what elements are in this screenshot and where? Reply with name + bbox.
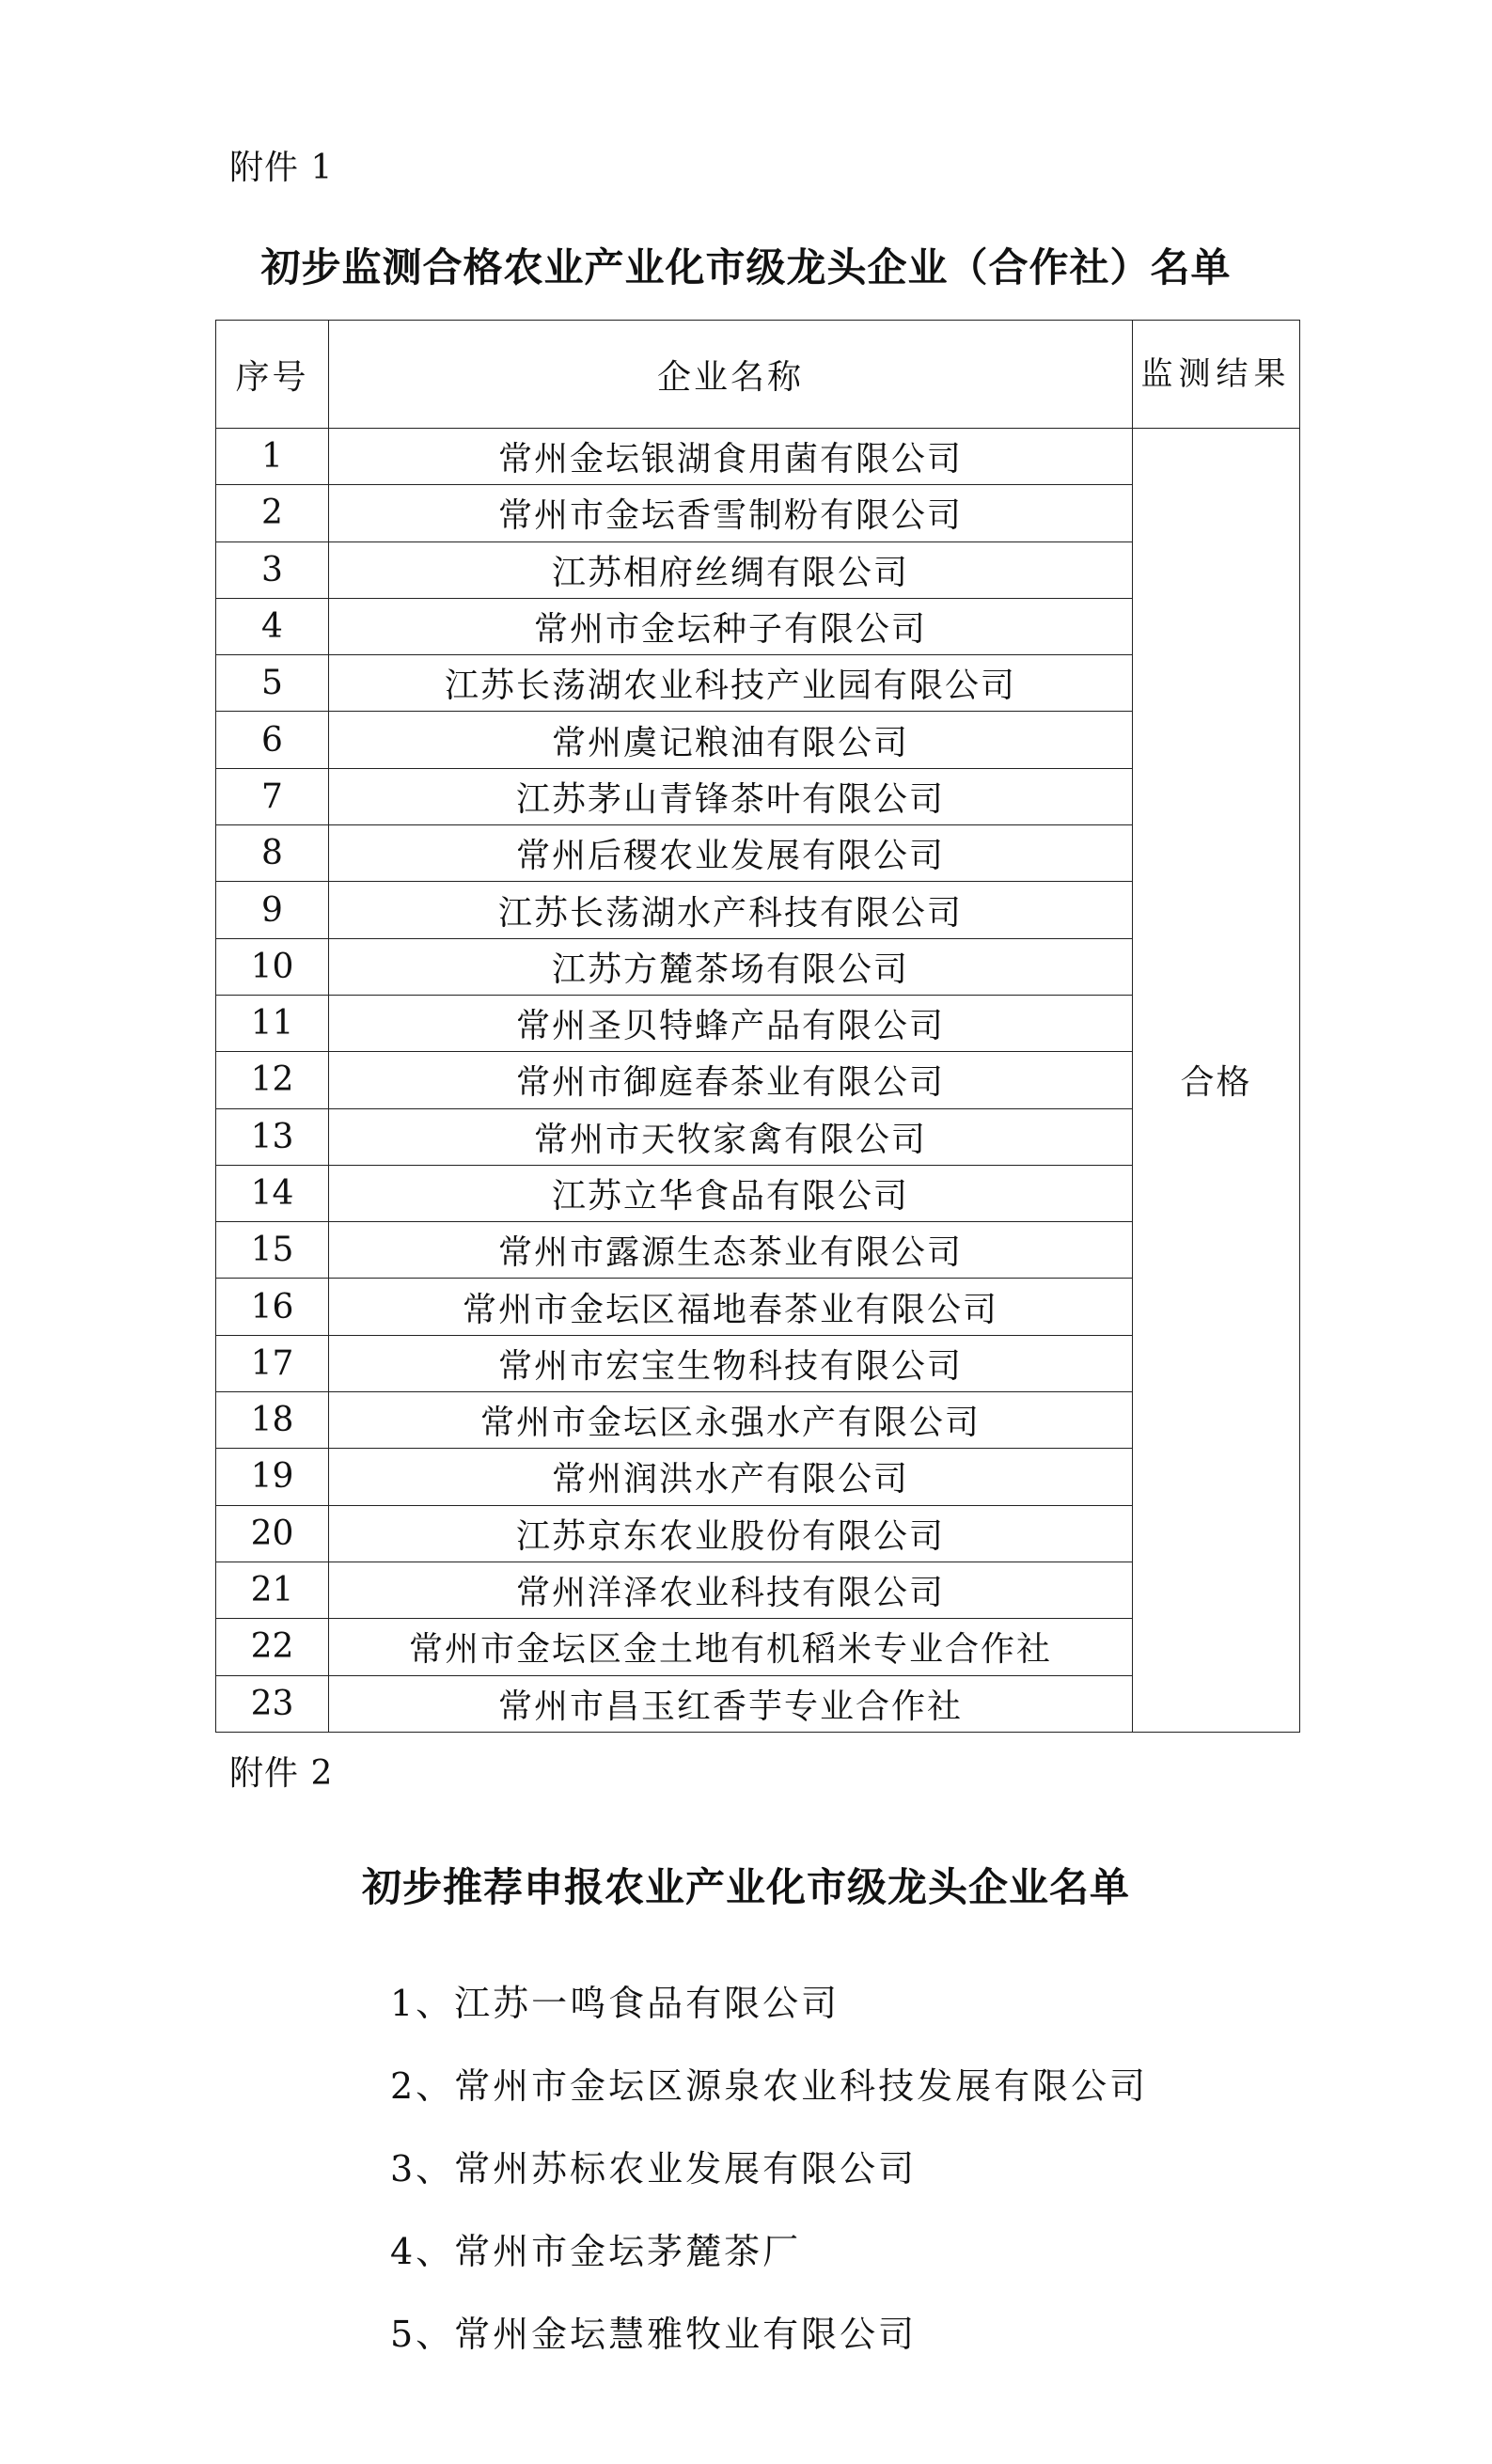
- row-number: 17: [216, 1335, 329, 1391]
- company-name: 常州市金坛香雪制粉有限公司: [329, 485, 1133, 541]
- row-number: 13: [216, 1108, 329, 1165]
- company-name: 常州市金坛区永强水产有限公司: [329, 1392, 1133, 1449]
- monitoring-result: 合格: [1133, 429, 1300, 1733]
- monitoring-table: [215, 320, 1300, 1733]
- company-name: 常州圣贝特蜂产品有限公司: [329, 995, 1133, 1051]
- company-name: 常州市御庭春茶业有限公司: [329, 1052, 1133, 1108]
- row-number: 7: [216, 768, 329, 824]
- company-name: 常州市宏宝生物科技有限公司: [329, 1335, 1133, 1391]
- recommended-item: 2、常州市金坛区源泉农业科技发展有限公司: [390, 2065, 1149, 2107]
- row-number: 23: [216, 1675, 329, 1732]
- row-number: 20: [216, 1505, 329, 1562]
- recommended-item: 5、常州金坛慧雅牧业有限公司: [390, 2314, 918, 2355]
- row-number: 15: [216, 1222, 329, 1279]
- company-name: 江苏京东农业股份有限公司: [329, 1505, 1133, 1562]
- row-number: 1: [216, 429, 329, 485]
- company-name: 常州市昌玉红香芋专业合作社: [329, 1675, 1133, 1732]
- company-name: 常州洋泽农业科技有限公司: [329, 1562, 1133, 1618]
- row-number: 16: [216, 1279, 329, 1335]
- company-name: 江苏茅山青锋茶叶有限公司: [329, 768, 1133, 824]
- recommended-item: 4、常州市金坛茅麓茶厂: [390, 2231, 802, 2272]
- row-number: 4: [216, 598, 329, 654]
- attachment-1-label: 附件 1: [229, 149, 334, 187]
- company-name: 江苏立华食品有限公司: [329, 1165, 1133, 1221]
- company-name: 常州市金坛区福地春茶业有限公司: [329, 1279, 1133, 1335]
- company-name: 常州后稷农业发展有限公司: [329, 825, 1133, 882]
- row-number: 14: [216, 1165, 329, 1221]
- row-number: 22: [216, 1619, 329, 1675]
- company-name: 常州金坛银湖食用菌有限公司: [329, 429, 1133, 485]
- row-number: 11: [216, 995, 329, 1051]
- table-header-row: [216, 321, 1300, 429]
- row-number: 9: [216, 882, 329, 938]
- row-number: 3: [216, 541, 329, 598]
- row-number: 8: [216, 825, 329, 882]
- company-name: 常州市金坛种子有限公司: [329, 598, 1133, 654]
- company-name: 常州润洪水产有限公司: [329, 1449, 1133, 1505]
- header-result: 监测结果: [1133, 321, 1300, 429]
- table-row: [216, 429, 1300, 485]
- company-name: 常州市天牧家禽有限公司: [329, 1108, 1133, 1165]
- attachment-2-label: 附件 2: [229, 1754, 334, 1793]
- header-name: 企业名称: [329, 321, 1133, 429]
- row-number: 6: [216, 712, 329, 768]
- header-no: 序号: [216, 321, 329, 429]
- list-1-title: 初步监测合格农业产业化市级龙头企业（合作社）名单: [260, 244, 1232, 290]
- list-2-title: 初步推荐申报农业产业化市级龙头企业名单: [361, 1864, 1130, 1910]
- row-number: 18: [216, 1392, 329, 1449]
- row-number: 12: [216, 1052, 329, 1108]
- company-name: 常州市露源生态茶业有限公司: [329, 1222, 1133, 1279]
- recommended-item: 3、常州苏标农业发展有限公司: [390, 2148, 918, 2189]
- recommended-item: 1、江苏一鸣食品有限公司: [390, 1983, 840, 2024]
- row-number: 10: [216, 938, 329, 995]
- row-number: 21: [216, 1562, 329, 1618]
- row-number: 5: [216, 655, 329, 712]
- row-number: 2: [216, 485, 329, 541]
- company-name: 江苏方麓茶场有限公司: [329, 938, 1133, 995]
- company-name: 江苏长荡湖农业科技产业园有限公司: [329, 655, 1133, 712]
- row-number: 19: [216, 1449, 329, 1505]
- company-name: 江苏相府丝绸有限公司: [329, 541, 1133, 598]
- company-name: 常州虞记粮油有限公司: [329, 712, 1133, 768]
- company-name: 江苏长荡湖水产科技有限公司: [329, 882, 1133, 938]
- company-name: 常州市金坛区金土地有机稻米专业合作社: [329, 1619, 1133, 1675]
